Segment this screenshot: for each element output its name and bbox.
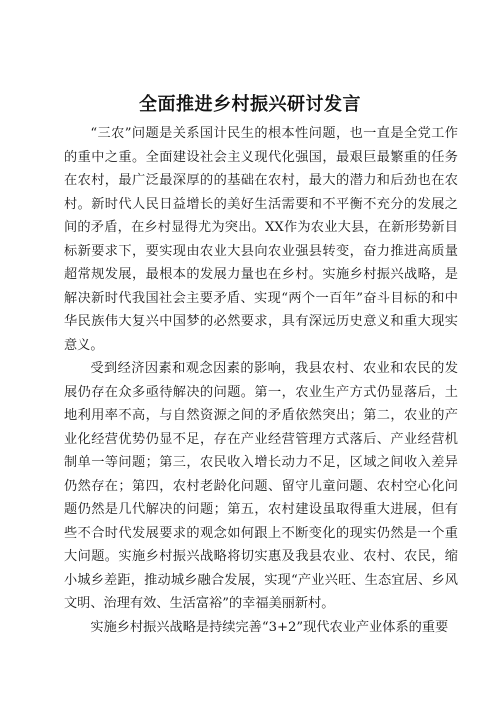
- document-body: [64, 122, 458, 639]
- paragraph-1: “三农”问题是关系国计民生的根本性问题，也一直是全党工作的重中之重。全面建设社会主义现代化强国，最艰巨最繁重的任务在农村，最广泛最深厚的的基础在农村，最大的潜力和后劲也在农村。新时代人民日益增长的美好生活需要和不平衡不充分的发展之间的矛盾，在乡村显得尤为突出。XX作为农业大县，在新形势新目标新要求下，要实现由农业大县向农业强县转变，奋力推进高质量超常规发展，最根本的发展力量也在乡村。实施乡村振兴战略，是解决新时代我国社会主要矛盾、实现“两个一百年”奋斗目标的和中华民族伟大复兴中国梦的必然要求，具有深远历史意义和重大现实意义。: [64, 126, 458, 353]
- document-title: 全面推进乡村振兴研讨发言: [139, 94, 361, 115]
- paragraph-3: 实施乡村振兴战略是持续完善“3+2”现代农业产业体系的重要: [90, 619, 449, 635]
- paragraph-2: 受到经济因素和观念因素的影响，我县农村、农业和农民的发展仍存在众多亟待解决的问题。第一，农业生产方式仍显落后，土地利用率不高，与自然资源之间的矛盾依然突出；第二，农业的产业化经营优势仍显不足，存在产业经营管理方式落后、产业经营机制单一等问题；第三，农民收入增长动力不足，区域之间收入差异仍然存在；第四，农村老龄化问题、留守儿童问题、农村空心化问题仍然是几代解决的问题；第五，农村建设虽取得重大进展，但有些不合时代发展要求的观念如何跟上不断变化的现实仍然是一个重大问题。实施乡村振兴战略将切实惠及我县农业、农村、农民，缩小城乡差距，推动城乡融合发展，实现“产业兴旺、生态宜居、乡风文明、治理有效、生活富裕”的幸福美丽新村。: [64, 361, 458, 611]
